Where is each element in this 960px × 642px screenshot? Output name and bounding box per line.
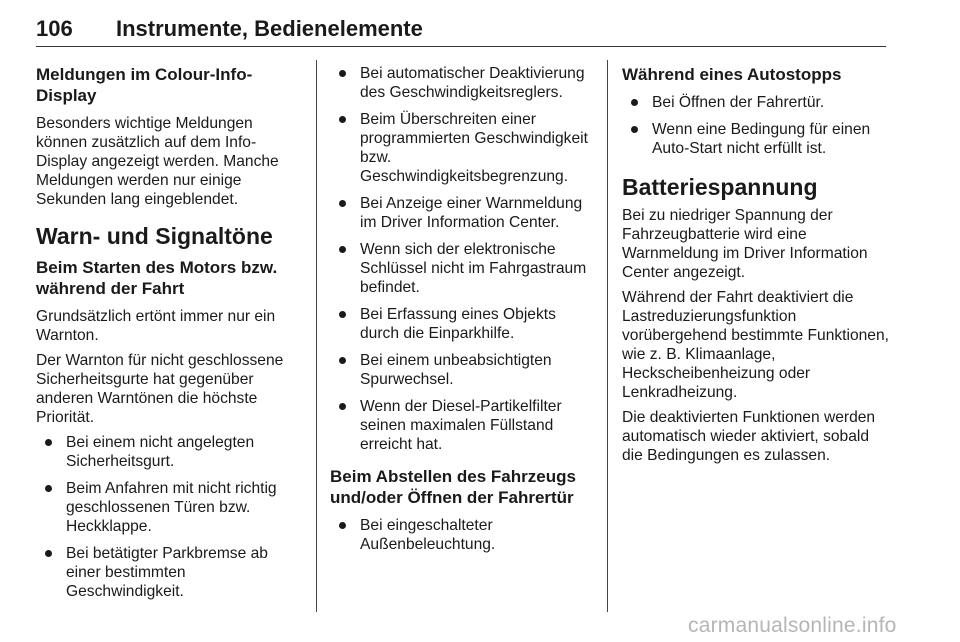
paragraph: Der Warnton für nicht geschlossene Sicherheitsgurte hat gegenüber anderen Warntönen die höchste Priorität. (36, 352, 284, 426)
list-item: Bei einem unbeabsichtigten Spurwechsel. (330, 351, 598, 389)
column-1 (36, 64, 302, 609)
list-item: Beim Überschreiten einer programmierten Geschwindigkeit bzw. Geschwindigkeitsbegrenzung. (330, 110, 598, 186)
heading-colour-info-display: Meldungen im Colour-Info-Display (36, 65, 253, 105)
column-divider-2 (607, 60, 608, 612)
list-item: Bei Öffnen der Fahrertür. (622, 93, 890, 112)
list-item: Bei betätigter Parkbremse ab einer bestimmten Geschwindigkeit. (36, 544, 302, 601)
watermark: carmanualsonline.info (688, 614, 897, 637)
bullet-list (622, 93, 890, 158)
list-item: Bei automatischer Deaktivierung des Geschwindigkeitsreglers. (330, 64, 598, 102)
bullet-list (330, 516, 598, 554)
list-item: Bei eingeschalteter Außenbeleuchtung. (330, 516, 598, 554)
bullet-list (330, 64, 598, 454)
column-2 (330, 64, 598, 562)
paragraph: Besonders wichtige Meldungen können zusätzlich auf dem Info-Display angezeigt werden. Manche Meldungen werden nur einige Sekunden lang eingeblendet. (36, 115, 279, 208)
paragraph: Bei zu niedriger Spannung der Fahrzeugbatterie wird eine Warnmeldung im Driver Information Center angezeigt. (622, 207, 868, 281)
list-item: Wenn sich der elektronische Schlüssel nicht im Fahrgastraum befindet. (330, 240, 598, 297)
heading-batteriespannung: Batteriespannung (622, 174, 818, 200)
list-item: Beim Anfahren mit nicht richtig geschlossenen Türen bzw. Heckklappe. (36, 479, 302, 536)
bullet-list (36, 433, 302, 601)
list-item: Bei einem nicht angelegten Sicherheitsgurt. (36, 433, 302, 471)
column-3 (622, 64, 890, 471)
chapter-title: Instrumente, Bedienelemente (116, 16, 423, 41)
paragraph: Die deaktivierten Funktionen werden automatisch wieder aktiviert, sobald die Bedingungen es zulassen. (622, 409, 876, 464)
page-number: 106 (36, 16, 73, 41)
paragraph: Während der Fahrt deaktiviert die Lastreduzierungsfunktion vorübergehend bestimmte Funktionen, wie z. B. Klimaanlage, Heckscheibenheizung oder Lenkradheizung. (622, 289, 889, 401)
page-header (36, 14, 886, 47)
paragraph: Grundsätzlich ertönt immer nur ein Warnton. (36, 308, 276, 344)
subheading-motor-start: Beim Starten des Motors bzw. während der Fahrt (36, 258, 278, 298)
list-item: Bei Anzeige einer Warnmeldung im Driver Information Center. (330, 194, 598, 232)
column-divider-1 (316, 60, 317, 612)
list-item: Wenn eine Bedingung für einen Auto-Start nicht erfüllt ist. (622, 120, 890, 158)
list-item: Wenn der Diesel-Partikelfilter seinen maximalen Füllstand erreicht hat. (330, 397, 598, 454)
heading-warn-signaltoene: Warn- und Signaltöne (36, 223, 273, 249)
list-item: Bei Erfassung eines Objekts durch die Einparkhilfe. (330, 305, 598, 343)
subheading-abstellen: Beim Abstellen des Fahrzeugs und/oder Öffnen der Fahrertür (330, 467, 576, 507)
subheading-autostopp: Während eines Autostopps (622, 65, 842, 84)
